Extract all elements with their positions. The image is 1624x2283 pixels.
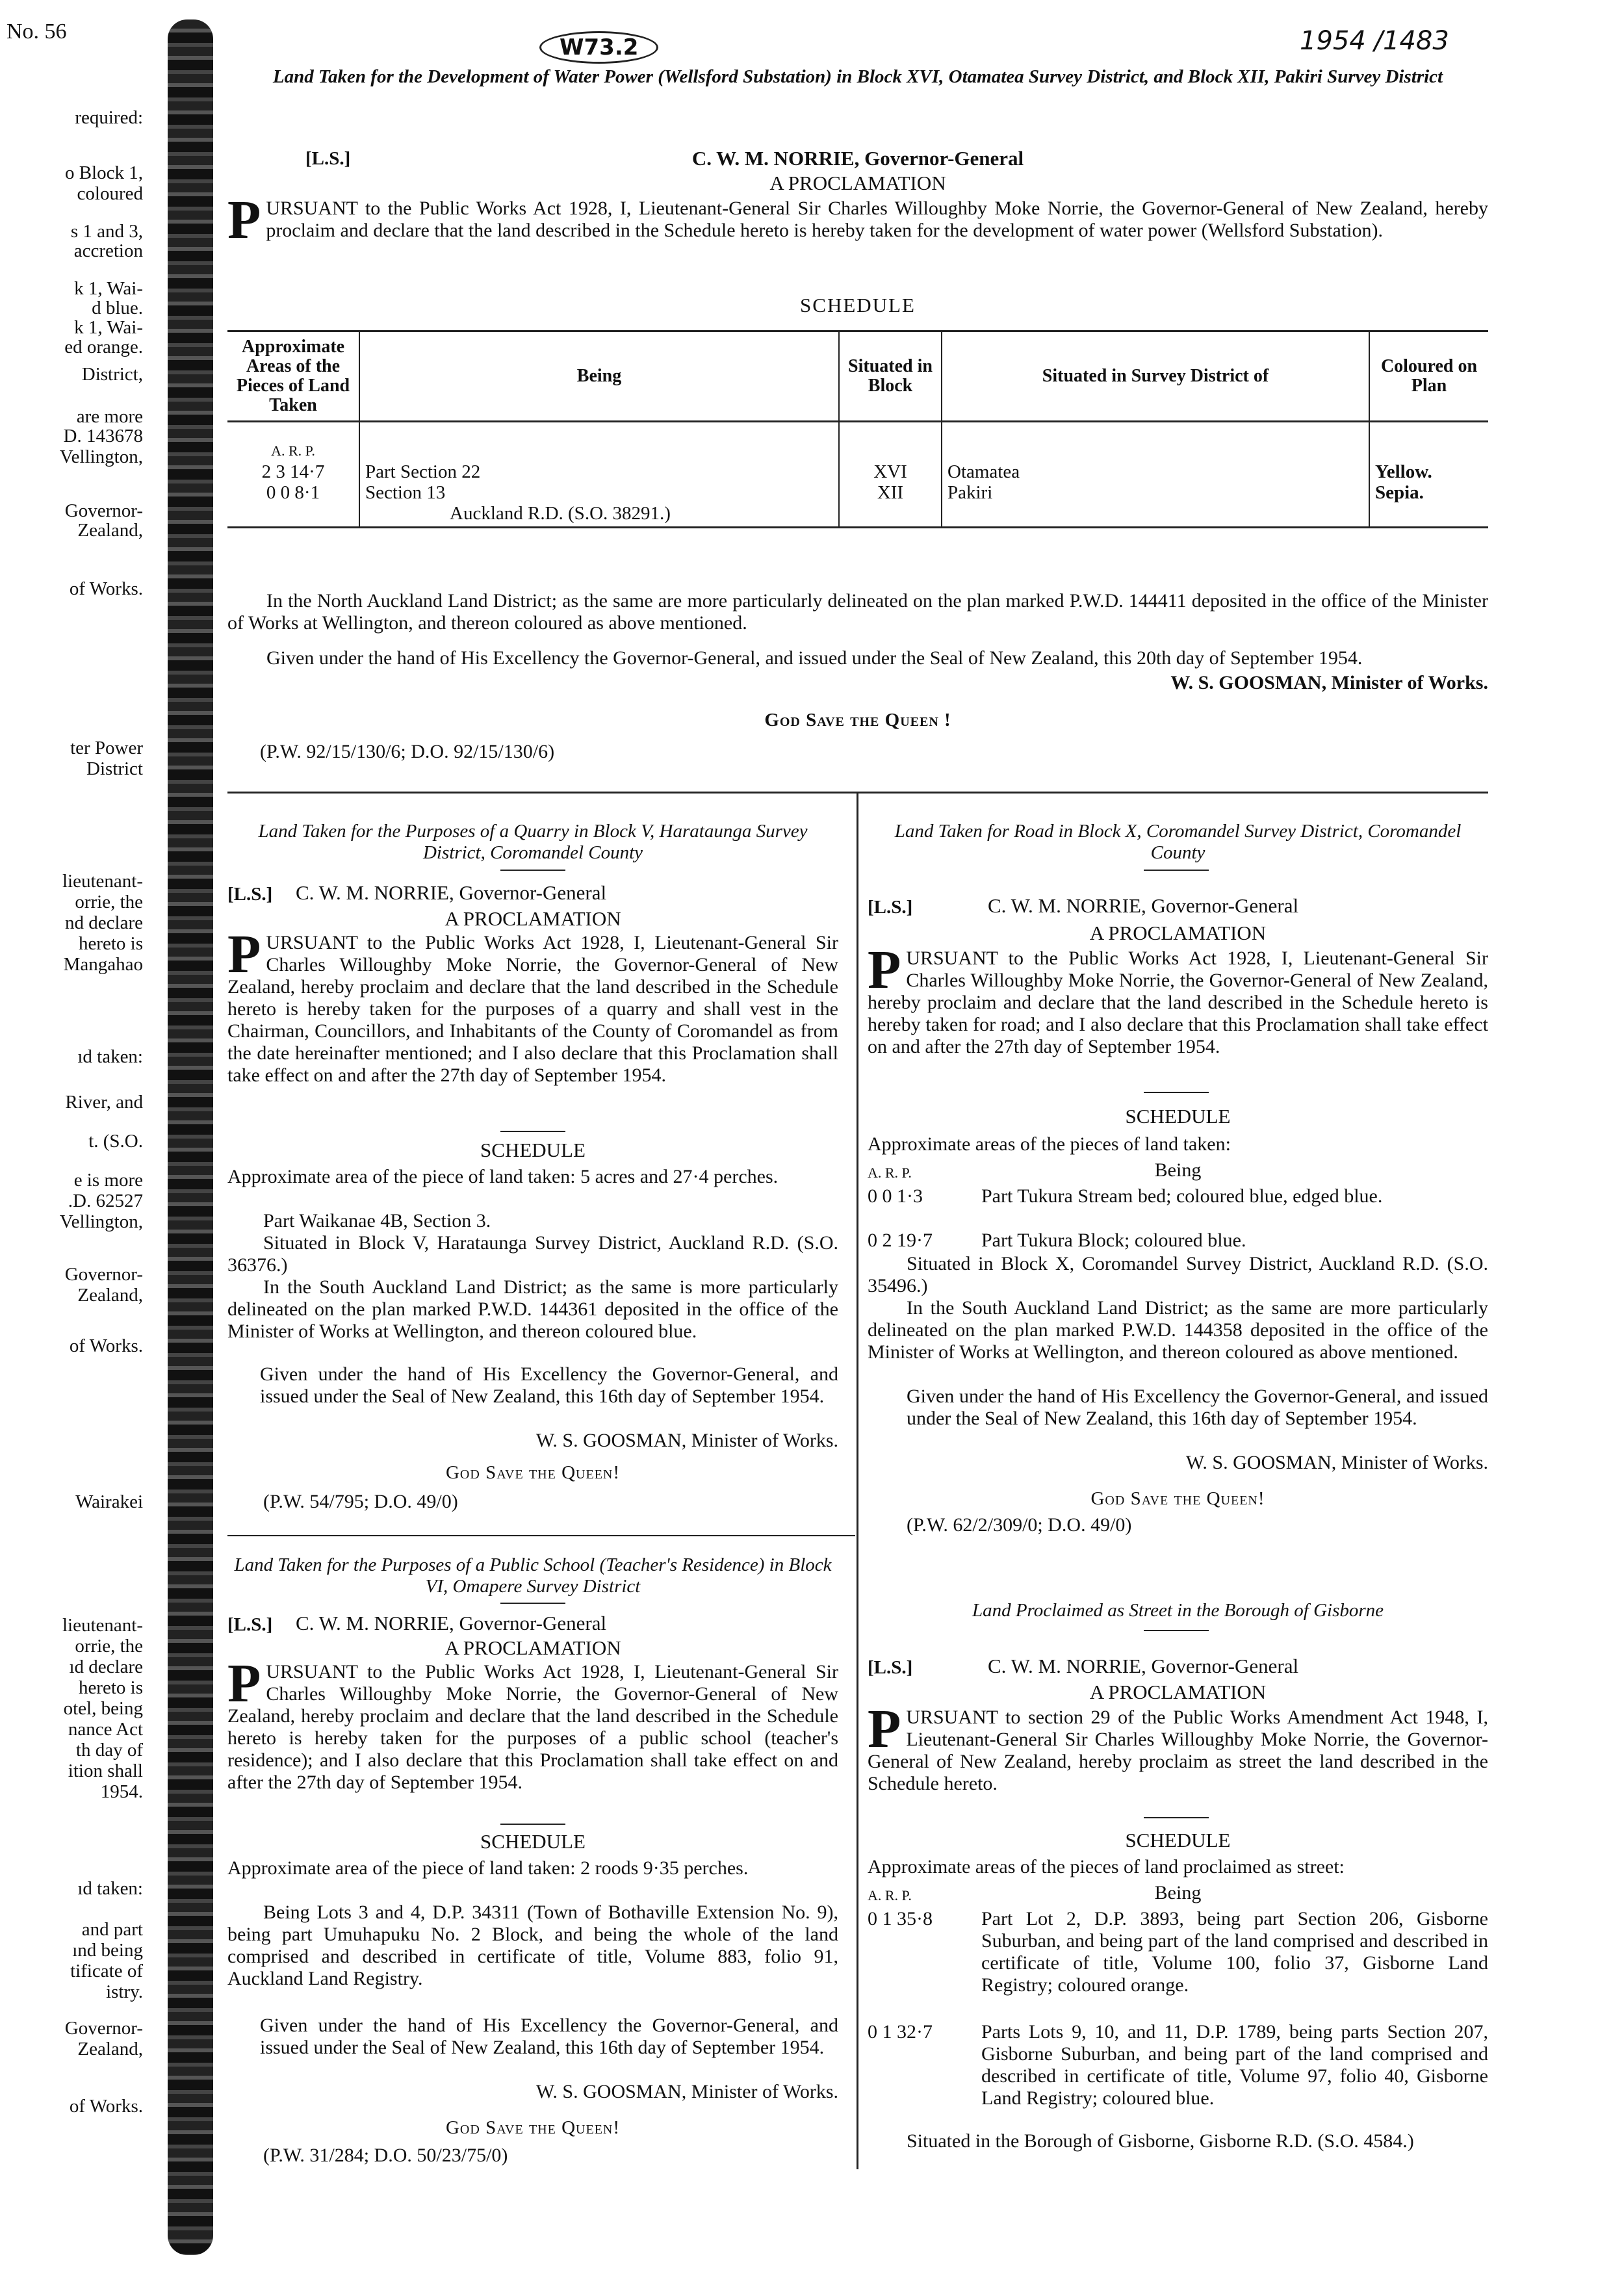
binding-edge: [168, 19, 213, 2255]
notice3-situated: Situated in Block X, Coromandel Survey District, Auckland R.D. (S.O. 35496.): [868, 1253, 1488, 1296]
notice4-ref: (P.W. 31/284; D.O. 50/23/75/0): [263, 2145, 508, 2166]
margin-stub: Zealand,: [77, 2039, 143, 2059]
margin-stub: and part: [81, 1919, 143, 1940]
drop-cap: P: [868, 1699, 901, 1759]
column-divider: [857, 792, 858, 2169]
margin-stub: 1954.: [100, 1781, 143, 1802]
margin-stub: ter Power: [70, 738, 143, 758]
notice2-governor: C. W. M. NORRIE, Governor-General: [296, 881, 607, 904]
margin-stub: Zealand,: [77, 1285, 143, 1306]
notice5-body: [868, 1699, 1488, 1795]
notice5-body-text: URSUANT to section 29 of the Public Works Amendment Act 1948, I, Lieutenant-General Sir Charles Willoughby Moke Norrie, the Governor-General of New Zealand, hereby proclaim as street the land described in the Schedule hereto.: [868, 1707, 1488, 1794]
margin-stub: coloured: [77, 183, 143, 204]
margin-stub: orrie, the: [75, 892, 143, 912]
col-being: Being: [359, 332, 839, 422]
margin-stub: Vellington,: [59, 446, 143, 467]
col-block: Situated in Block: [839, 332, 942, 422]
notice3-area: Approximate areas of the pieces of land taken:: [868, 1133, 1231, 1155]
margin-stub: k 1, Wai-: [74, 317, 143, 338]
rule: [500, 1824, 565, 1825]
table-row-text: Parts Lots 9, 10, and 11, D.P. 1789, being parts Section 207, Gisborne Suburban, and being part of the land comprised and described in certificate of title, Volume 97, folio 40, Gisborne Land Registry; coloured blue.: [981, 2021, 1488, 2109]
notice3-body: [868, 940, 1488, 1058]
table-row-text: Part Tukura Stream bed; coloured blue, edged blue.: [981, 1185, 1383, 1207]
drop-cap: P: [868, 940, 901, 1000]
title-rule: [500, 1603, 565, 1604]
notice1-proclamation: A PROCLAMATION: [769, 172, 946, 194]
title-rule: [1144, 870, 1209, 871]
margin-stub: e is more: [73, 1170, 143, 1191]
notice2-given: Given under the hand of His Excellency the Governor-General, and issued under the Seal of New Zealand, this 16th day of September 1954.: [260, 1363, 838, 1407]
table-row-district: Pakiri: [947, 482, 993, 503]
margin-stub: required:: [75, 107, 143, 128]
title-rule: [1144, 1630, 1209, 1631]
table-row-colour: Yellow.: [1375, 461, 1432, 482]
margin-stub: D. 143678: [63, 426, 143, 446]
margin-stub: ınd being: [72, 1940, 143, 1961]
rule: [1144, 1092, 1209, 1093]
notice4-being: Being Lots 3 and 4, D.P. 34311 (Town of Bothaville Extension No. 9), being part Umuhapuku No. 2 Block, and being the whole of the land comprised and described in certificate of title, Volume 883, folio 91, Auckland Land Registry.: [227, 1902, 838, 1989]
table-row-block: XVI: [873, 461, 907, 482]
notice3-title: Land Taken for Road in Block X, Coromandel Survey District, Coromandel County: [894, 821, 1462, 863]
table-row-being: Section 13: [365, 482, 446, 503]
margin-stub: otel, being: [63, 1698, 143, 1719]
margin-stub: Vellington,: [59, 1211, 143, 1232]
margin-stub: .D. 62527: [68, 1191, 143, 1211]
notice1-governor: C. W. M. NORRIE, Governor-General: [691, 147, 1024, 170]
section-divider: [227, 1535, 855, 1536]
arp-label: A. R. P.: [868, 1165, 912, 1181]
notice3-body-text: URSUANT to the Public Works Act 1928, I, Lieutenant-General Sir Charles Willoughby Moke Norrie, the Governor-General of New Zealand, hereby proclaim and declare that the land described in the Schedule hereto is hereby taken for road; and I also declare that this Proclamation shall take effect on and after the 27th day of September 1954.: [868, 948, 1488, 1057]
notice1-ls: [L.S.]: [305, 148, 351, 169]
notice5-proclamation: A PROCLAMATION: [1089, 1681, 1267, 1703]
margin-stub: Zealand,: [77, 520, 143, 541]
notice4-ls: [L.S.]: [227, 1614, 273, 1635]
rule: [1144, 1817, 1209, 1818]
notice2-line: Part Waikanae 4B, Section 3.: [263, 1210, 491, 1232]
margin-stub: ed orange.: [64, 337, 143, 357]
table-row-area: 0 1 32·7: [868, 2021, 933, 2043]
notice5-governor: C. W. M. NORRIE, Governor-General: [988, 1655, 1299, 1677]
margin-stub: o Block 1,: [64, 162, 143, 183]
margin-stub: lieutenant-: [62, 871, 143, 892]
margin-stub: District: [86, 758, 143, 779]
notice1-body: [227, 190, 1488, 250]
margin-stub: k 1, Wai-: [74, 278, 143, 299]
margin-stub: District,: [81, 364, 143, 385]
notice2-ref: (P.W. 54/795; D.O. 49/0): [263, 1491, 458, 1512]
arp-label: A. R. P.: [271, 443, 315, 459]
margin-stub: of Works.: [69, 2096, 143, 2117]
notice2-area: Approximate area of the piece of land taken: 5 acres and 27·4 perches.: [227, 1166, 779, 1187]
table-row-area: 0 1 35·8: [868, 1908, 933, 1929]
notice2-district: In the South Auckland Land District; as the same is more particularly delineated on the plan marked P.W.D. 144361 deposited in the office of the Minister of Works at Wellington, and thereon coloured blue.: [227, 1276, 838, 1342]
notice2-body-text: URSUANT to the Public Works Act 1928, I, Lieutenant-General Sir Charles Willoughby Moke Norrie, the Governor-General of New Zealand, hereby proclaim and declare that the land described in the Schedule hereto is hereby taken for the purposes of a quarry and shall vest in the Chairman, Councillors, and Inhabitants of the County of Coromandel as from the date hereinafter mentioned; and I also declare that this Proclamation shall take effect on and after the 27th day of September 1954.: [227, 932, 838, 1086]
notice3-district: In the South Auckland Land District; as the same are more particularly delineated on the plan marked P.W.D. 144358 deposited in the office of the Minister of Works at Wellington, and thereon coloured as above mentioned.: [868, 1297, 1488, 1363]
margin-stub: of Works.: [69, 578, 143, 599]
notice4-schedule-heading: SCHEDULE: [480, 1830, 586, 1853]
margin-stub: nance Act: [68, 1719, 143, 1740]
table-row-being: Part Section 22: [365, 461, 481, 482]
notice2-title: Land Taken for the Purposes of a Quarry in Block V, Harataunga Survey District, Coromandel County: [258, 821, 808, 863]
margin-stub: t. (S.O.: [88, 1131, 143, 1152]
table-row-area: 0 0 1·3: [868, 1185, 923, 1207]
margin-stub: tificate of: [70, 1961, 143, 1981]
margin-stub: are more: [76, 406, 143, 427]
margin-stub: Mangahao: [63, 954, 143, 975]
notice1-god-save: God Save the Queen !: [764, 710, 951, 730]
notice3-minister: W. S. GOOSMAN, Minister of Works.: [1185, 1452, 1488, 1473]
notice2-proclamation: A PROCLAMATION: [445, 907, 621, 930]
rule: [500, 1131, 565, 1132]
table-row-text: Part Tukura Block; coloured blue.: [981, 1230, 1246, 1251]
notice5-area: Approximate areas of the pieces of land proclaimed as street:: [868, 1856, 1345, 1877]
margin-stub: d blue.: [92, 298, 143, 318]
table-row-area: 0 2 19·7: [868, 1230, 933, 1251]
stamp-mark: W73.2: [539, 31, 658, 64]
margin-stub: orrie, the: [75, 1636, 143, 1657]
table-row-district: Otamatea: [947, 461, 1020, 482]
notice3-proclamation: A PROCLAMATION: [1089, 922, 1267, 944]
margin-stub: hereto is: [78, 933, 143, 954]
margin-stub: ıd declare: [69, 1657, 143, 1677]
margin-stub: ıd taken:: [77, 1046, 143, 1067]
notice1-minister: W. S. GOOSMAN, Minister of Works.: [1170, 672, 1488, 693]
margin-stub: istry.: [106, 1981, 143, 2002]
notice4-body: [227, 1653, 838, 1794]
margin-stub: Governor-: [64, 500, 143, 521]
notice1-title: Land Taken for the Development of Water Power (Wellsford Substation) in Block XVI, Otamatea Survey District, and Block XII, Pakiri Survey District: [272, 66, 1443, 87]
table-row-area: 2 3 14·7: [261, 461, 325, 482]
notice2-god-save: God Save the Queen!: [445, 1462, 621, 1483]
notice4-god-save: God Save the Queen!: [445, 2117, 621, 2138]
margin-stub: Governor-: [64, 2018, 143, 2039]
margin-stub: Governor-: [64, 1264, 143, 1285]
notice4-proclamation: A PROCLAMATION: [445, 1636, 621, 1659]
handwritten-reference: 1954 /1483: [1300, 26, 1449, 56]
being-label: Being: [1154, 1159, 1202, 1181]
being-label: Being: [1154, 1882, 1202, 1903]
notice4-minister: W. S. GOOSMAN, Minister of Works.: [535, 2081, 838, 2102]
notice2-minister: W. S. GOOSMAN, Minister of Works.: [535, 1430, 838, 1451]
notice5-ls: [L.S.]: [868, 1657, 913, 1678]
notice1-body-text: URSUANT to the Public Works Act 1928, I, Lieutenant-General Sir Charles Willoughby Moke Norrie, the Governor-General of New Zealand, hereby proclaim and declare that the land described in the Schedule hereto is hereby taken for the development of water power (Wellsford Substation).: [266, 198, 1488, 241]
notice3-schedule-heading: SCHEDULE: [1125, 1105, 1231, 1128]
notice2-schedule-heading: SCHEDULE: [480, 1139, 586, 1161]
page-number: No. 56: [6, 19, 67, 44]
notice4-governor: C. W. M. NORRIE, Governor-General: [296, 1612, 607, 1634]
margin-stub: nd declare: [65, 912, 143, 933]
notice1-schedule-table: [227, 330, 1488, 528]
margin-stub: s 1 and 3,: [70, 221, 143, 242]
col-coloured: Coloured on Plan: [1369, 332, 1488, 422]
notice4-area: Approximate area of the piece of land taken: 2 roods 9·35 perches.: [227, 1857, 749, 1879]
notice5-situated: Situated in the Borough of Gisborne, Gisborne R.D. (S.O. 4584.): [907, 2130, 1414, 2152]
margin-stub: Wairakei: [75, 1491, 143, 1512]
col-district: Situated in Survey District of: [942, 332, 1369, 422]
table-rd: Auckland R.D. (S.O. 38291.): [450, 503, 671, 524]
margin-stub: of Works.: [69, 1335, 143, 1356]
notice4-body-text: URSUANT to the Public Works Act 1928, I, Lieutenant-General Sir Charles Willoughby Moke Norrie, the Governor-General of New Zealand, hereby proclaim and declare that the land described in the Schedule hereto is hereby taken for the purposes of a public school (teacher's residence); and I also declare that this Proclamation shall take effect on and after the 27th day of September 1954.: [227, 1661, 838, 1793]
margin-stub: lieutenant-: [62, 1615, 143, 1636]
notice4-given: Given under the hand of His Excellency the Governor-General, and issued under the Seal of New Zealand, this 16th day of September 1954.: [260, 2015, 838, 2058]
notice3-ls: [L.S.]: [868, 897, 913, 918]
notice2-line: Situated in Block V, Harataunga Survey District, Auckland R.D. (S.O. 36376.): [227, 1232, 838, 1276]
title-rule: [500, 870, 565, 871]
notice5-schedule-heading: SCHEDULE: [1125, 1829, 1231, 1851]
margin-stub: River, and: [65, 1092, 143, 1113]
table-row-area: 0 0 8·1: [266, 482, 320, 503]
notice3-governor: C. W. M. NORRIE, Governor-General: [988, 894, 1299, 917]
col-approx-areas: Approximate Areas of the Pieces of Land Taken: [227, 332, 359, 422]
notice2-ls: [L.S.]: [227, 884, 273, 905]
margin-stub: ition shall: [68, 1761, 143, 1781]
notice1-schedule-heading: SCHEDULE: [800, 294, 916, 316]
drop-cap: P: [227, 924, 261, 985]
notice5-title: Land Proclaimed as Street in the Borough of Gisborne: [972, 1600, 1384, 1621]
notice2-body: [227, 924, 838, 1087]
margin-stub: hereto is: [78, 1677, 143, 1698]
margin-stub: accretion: [73, 240, 143, 261]
notice3-given: Given under the hand of His Excellency the Governor-General, and issued under the Seal of New Zealand, this 16th day of September 1954.: [907, 1386, 1488, 1429]
notice1-district: In the North Auckland Land District; as the same are more particularly delineated on the plan marked P.W.D. 144411 deposited in the office of the Minister of Works at Wellington, and thereon coloured as above mentioned.: [227, 590, 1488, 634]
arp-label: A. R. P.: [868, 1887, 912, 1903]
notice3-ref: (P.W. 62/2/309/0; D.O. 49/0): [907, 1514, 1132, 1536]
table-row-colour: Sepia.: [1375, 482, 1424, 503]
table-row-block: XII: [877, 482, 904, 503]
notice1-given: Given under the hand of His Excellency the Governor-General, and issued under the Seal of New Zealand, this 20th day of September 1954.: [266, 647, 1363, 669]
notice1-ref: (P.W. 92/15/130/6; D.O. 92/15/130/6): [260, 741, 555, 762]
notice4-title: Land Taken for the Purposes of a Public School (Teacher's Residence) in Block VI, Omapere Survey District: [234, 1554, 832, 1597]
margin-stub: th day of: [75, 1740, 143, 1761]
table-row-text: Part Lot 2, D.P. 3893, being part Section 206, Gisborne Suburban, and being part of the land comprised and described in certificate of title, Volume 100, folio 37, Gisborne Land Registry; coloured orange.: [981, 1908, 1488, 1996]
notice3-god-save: God Save the Queen!: [1090, 1488, 1265, 1509]
margin-stub: ıd taken:: [77, 1878, 143, 1899]
drop-cap: P: [227, 190, 261, 250]
drop-cap: P: [227, 1653, 261, 1714]
